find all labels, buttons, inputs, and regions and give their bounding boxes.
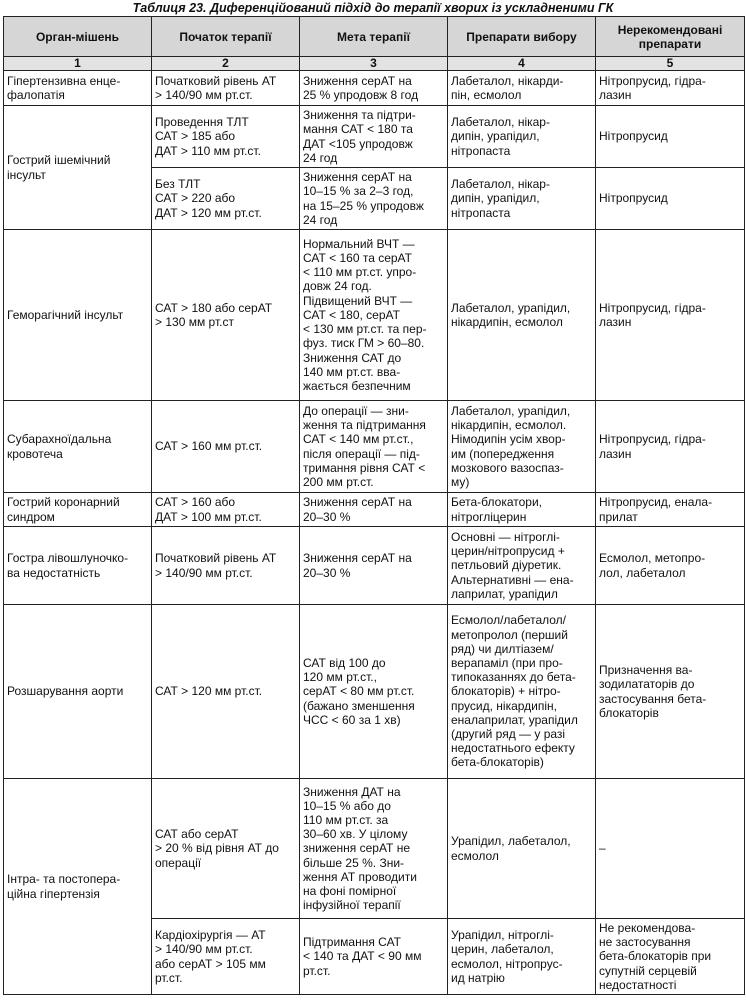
column-number: 4 <box>448 57 596 71</box>
not-recommended-cell: Нітропрусид, гідра- лазин <box>596 71 745 106</box>
table-row <box>4 230 745 401</box>
column-number: 3 <box>300 57 448 71</box>
organ-cell: Гіпертензивна енце- фалопатія <box>4 71 152 106</box>
drugs-cell: Лабеталол, урапідил, нікардипін, есмолол. Німодипін усім хвор- им (попередження мозкового вазоспаз- му) <box>448 401 596 493</box>
start-cell: Кардіохірургія — АТ > 140/90 мм рт.ст. або серАТ > 105 мм рт.ст. <box>152 919 300 995</box>
goal-cell: Зниження серАТ на 10–15 % за 2–3 год, на 15–25 % упродовж 24 год <box>300 168 448 230</box>
drugs-cell: Лабеталол, нікарди- пін, есмолол <box>448 71 596 106</box>
goal-cell: Зниження ДАТ на 10–15 % або до 110 мм рт.ст. за 30–60 хв. У цілому зниження серАТ не більше 25 %. Зни- ження АТ проводити на фоні помірної інфузійної терапії <box>300 779 448 919</box>
header-organ: Орган-мішень <box>4 17 152 57</box>
organ-cell: Гострий коронарний синдром <box>4 493 152 527</box>
goal-cell: Підтримання САТ < 140 та ДАТ < 90 мм рт.ст. <box>300 919 448 995</box>
table-row <box>4 779 745 919</box>
not-recommended-cell: Нітропрусид, гідра- лазин <box>596 230 745 401</box>
therapy-table <box>3 16 745 995</box>
goal-cell: САТ від 100 до 120 мм рт.ст., серАТ < 80 мм рт.ст. (бажано зменшення ЧСС < 60 за 1 хв) <box>300 605 448 779</box>
drugs-cell: Основні — нітроглі- церин/нітропрусид + петльовий діуретик. Альтернативні — ена- лаприлат, урапідил <box>448 527 596 605</box>
organ-cell: Гостра лівошлуночко- ва недостатність <box>4 527 152 605</box>
goal-cell: Зниження серАТ на 25 % упродовж 8 год <box>300 71 448 106</box>
drugs-cell: Лабеталол, нікар- дипін, урапідил, нітропаста <box>448 106 596 168</box>
start-cell: САТ > 180 або серАТ > 130 мм рт.ст <box>152 230 300 401</box>
column-number: 5 <box>596 57 745 71</box>
not-recommended-cell: Призначення ва- зодилататорів до застосування бета- блокаторів <box>596 605 745 779</box>
start-cell: САТ > 160 мм рт.ст. <box>152 401 300 493</box>
start-cell: Початковий рівень АТ > 140/90 мм рт.ст. <box>152 527 300 605</box>
not-recommended-cell: Нітропрусид, енала- прилат <box>596 493 745 527</box>
drugs-cell: Урапідил, нітроглі- церин, лабеталол, есмолол, нітропрус- ид натрію <box>448 919 596 995</box>
organ-cell: Розшарування аорти <box>4 605 152 779</box>
drugs-cell: Бета-блокатори, нітрогліцерин <box>448 493 596 527</box>
start-cell: САТ > 160 або ДАТ > 100 мм рт.ст. <box>152 493 300 527</box>
goal-cell: Зниження серАТ на 20–30 % <box>300 493 448 527</box>
organ-cell: Гострий ішемічний інсульт <box>4 106 152 230</box>
start-cell: САТ > 120 мм рт.ст. <box>152 605 300 779</box>
goal-cell: До операції — зни- ження та підтримання САТ < 140 мм рт.ст., після операції — під- тримання рівня САТ < 200 мм рт.ст. <box>300 401 448 493</box>
header-not-recommended: Нерекомендовані препарати <box>596 17 745 57</box>
header-row <box>4 17 745 57</box>
column-number: 1 <box>4 57 152 71</box>
drugs-cell: Урапідил, лабеталол, есмолол <box>448 779 596 919</box>
header-start: Початок терапії <box>152 17 300 57</box>
table-caption: Таблиця 23. Диференційований підхід до терапії хворих із ускладненими ГК <box>132 1 614 15</box>
not-recommended-cell: Нітропрусид <box>596 106 745 168</box>
start-cell: Без ТЛТ САТ > 220 або ДАТ > 120 мм рт.ст. <box>152 168 300 230</box>
start-cell: САТ або серАТ > 20 % від рівня АТ до операції <box>152 779 300 919</box>
table-row <box>4 493 745 527</box>
drugs-cell: Есмолол/лабеталол/ метопролол (перший ряд) чи дилтіазем/ верапаміл (при про- типоказаннях до бета- блокаторів) + нітро- прусид, нікардипін, еналаприлат, урапідил (другий ряд — у разі недостатнього ефекту бета-блокаторів) <box>448 605 596 779</box>
start-cell: Початковий рівень АТ > 140/90 мм рт.ст. <box>152 71 300 106</box>
not-recommended-cell: Не рекомендова- не застосування бета-блокаторів при супутній серцевій недостатності <box>596 919 745 995</box>
organ-cell: Субарахноїдальна кровотеча <box>4 401 152 493</box>
table-row <box>4 527 745 605</box>
goal-cell: Зниження та підтри- мання САТ < 180 та ДАТ <105 упродовж 24 год <box>300 106 448 168</box>
not-recommended-cell: Нітропрусид <box>596 168 745 230</box>
not-recommended-cell: – <box>596 779 745 919</box>
drugs-cell: Лабеталол, урапідил, нікардипін, есмолол <box>448 230 596 401</box>
table-row <box>4 106 745 168</box>
column-number: 2 <box>152 57 300 71</box>
header-goal: Мета терапії <box>300 17 448 57</box>
organ-cell: Геморагічний інсульт <box>4 230 152 401</box>
organ-cell: Інтра- та постопера- ційна гіпертензія <box>4 779 152 995</box>
table-row <box>4 401 745 493</box>
header-drugs: Препарати вибору <box>448 17 596 57</box>
table-row <box>4 605 745 779</box>
goal-cell: Зниження серАТ на 20–30 % <box>300 527 448 605</box>
not-recommended-cell: Нітропрусид, гідра- лазин <box>596 401 745 493</box>
drugs-cell: Лабеталол, нікар- дипін, урапідил, нітропаста <box>448 168 596 230</box>
table-row <box>4 71 745 106</box>
column-number-row <box>4 57 745 71</box>
goal-cell: Нормальний ВЧТ — САТ < 160 та серАТ < 110 мм рт.ст. упро- довж 24 год. Підвищений ВЧТ — САТ < 180, серАТ < 130 мм рт.ст. та пер- фуз. тиск ГМ > 60–80. Зниження САТ до 140 мм рт.ст. вва- жається безпечним <box>300 230 448 401</box>
start-cell: Проведення ТЛТ САТ > 185 або ДАТ > 110 мм рт.ст. <box>152 106 300 168</box>
not-recommended-cell: Есмолол, метопро- лол, лабеталол <box>596 527 745 605</box>
